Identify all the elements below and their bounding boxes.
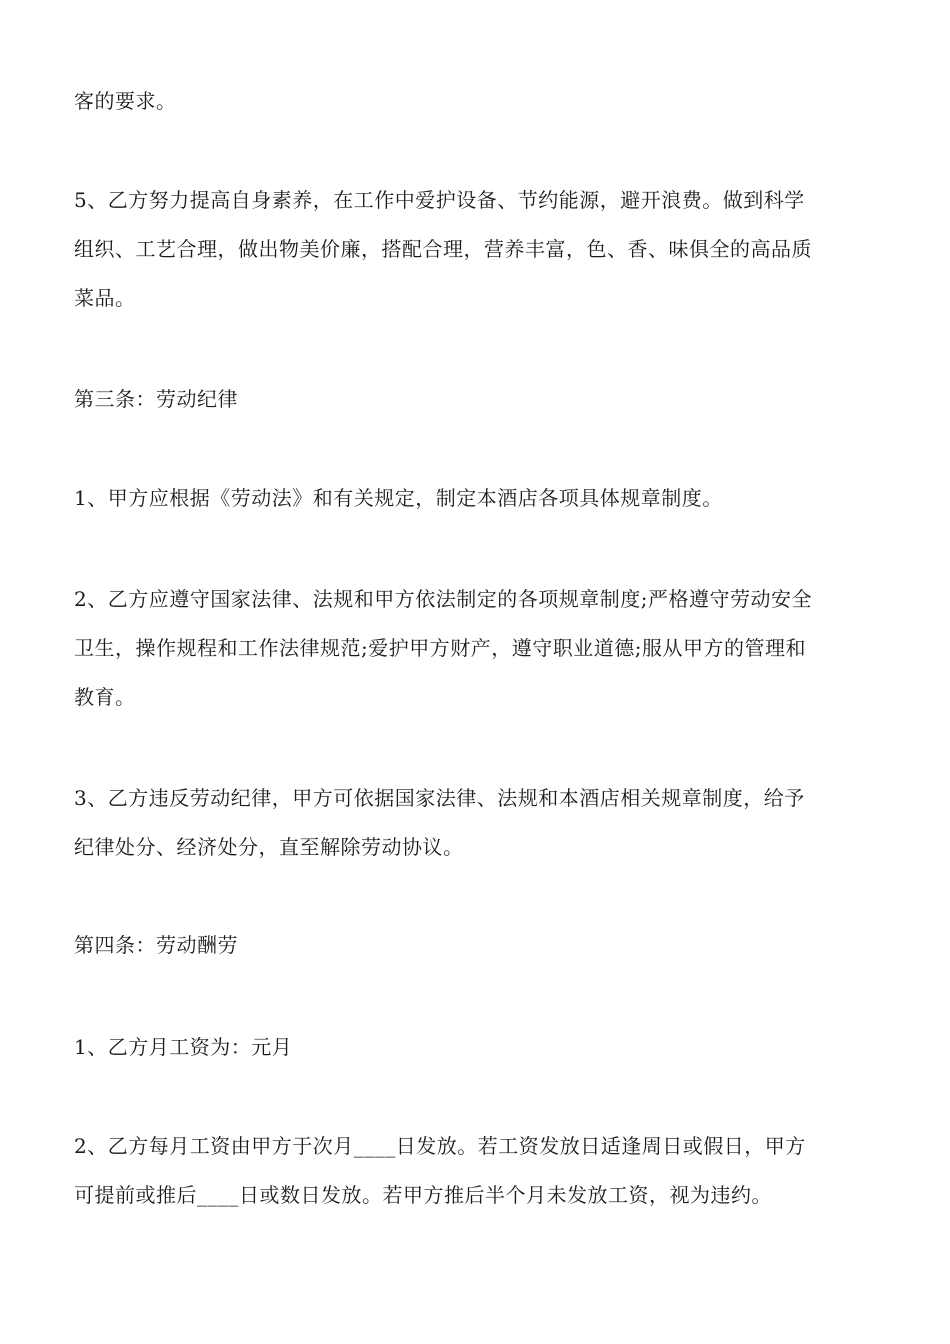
paragraph-art3-item-1 bbox=[74, 474, 882, 523]
text-line: 组织、工艺合理，做出物美价廉，搭配合理，营养丰富，色、香、味俱全的高品质 bbox=[74, 237, 812, 261]
text-line: 纪律处分、经济处分，直至解除劳动协议。 bbox=[74, 835, 464, 859]
text-line: 可提前或推后____日或数日发放。若甲方推后半个月未发放工资，视为违约。 bbox=[74, 1183, 772, 1207]
paragraph-continuation bbox=[74, 77, 882, 126]
text-line: 2、乙方应遵守国家法律、法规和甲方依法制定的各项规章制度;严格遵守劳动安全 bbox=[74, 587, 812, 611]
paragraph-art3-item-2 bbox=[74, 575, 882, 722]
paragraph-art3-item-3 bbox=[74, 774, 882, 872]
paragraph-item-5 bbox=[74, 176, 882, 323]
text-line: 3、乙方违反劳动纪律，甲方可依据国家法律、法规和本酒店相关规章制度，给予 bbox=[74, 786, 805, 810]
text-line: 客的要求。 bbox=[74, 89, 177, 113]
text-line: 2、乙方每月工资由甲方于次月____日发放。若工资发放日适逢周日或假日，甲方 bbox=[74, 1134, 806, 1158]
heading-text: 第四条：劳动酬劳 bbox=[74, 933, 238, 957]
text-line: 卫生，操作规程和工作法律规范;爱护甲方财产，遵守职业道德;服从甲方的管理和 bbox=[74, 636, 806, 660]
section-heading-article-4 bbox=[74, 921, 882, 970]
heading-text: 第三条：劳动纪律 bbox=[74, 387, 238, 411]
text-line: 1、乙方月工资为：元月 bbox=[74, 1035, 293, 1059]
paragraph-art4-item-1 bbox=[74, 1023, 882, 1072]
section-heading-article-3 bbox=[74, 375, 882, 424]
text-line: 1、甲方应根据《劳动法》和有关规定，制定本酒店各项具体规章制度。 bbox=[74, 486, 723, 510]
paragraph-art4-item-2 bbox=[74, 1122, 882, 1220]
text-line: 菜品。 bbox=[74, 286, 136, 310]
text-line: 5、乙方努力提高自身素养，在工作中爱护设备、节约能源，避开浪费。做到科学 bbox=[74, 188, 805, 212]
text-line: 教育。 bbox=[74, 685, 136, 709]
